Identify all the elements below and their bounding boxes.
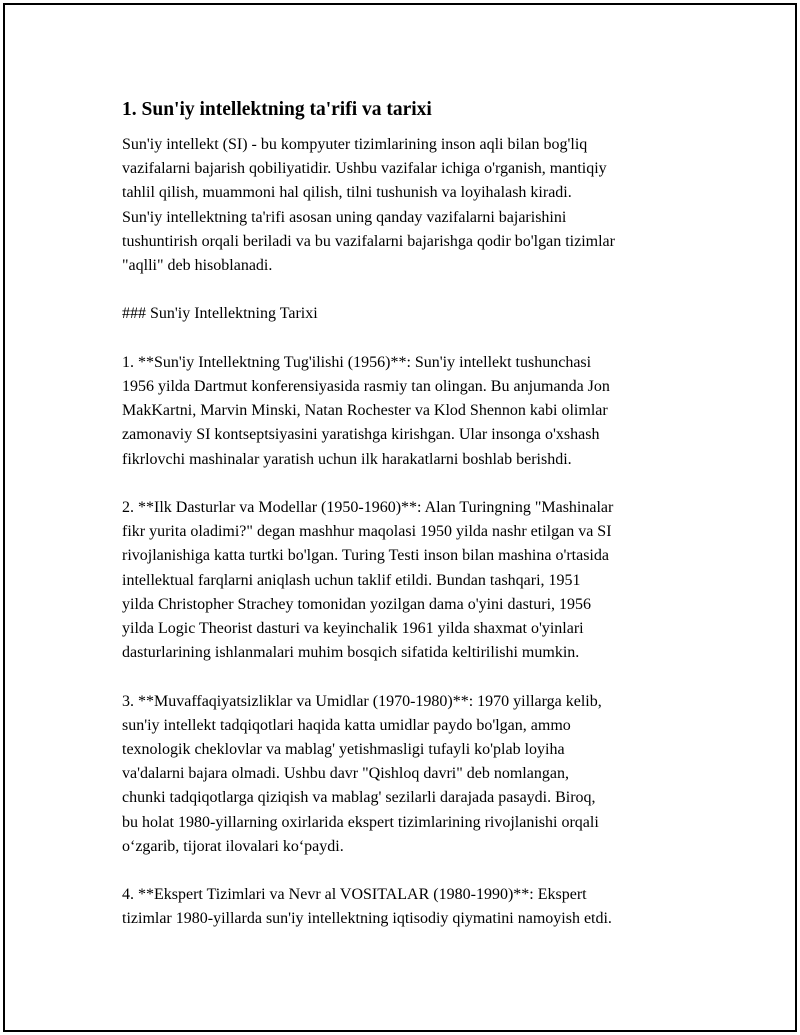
text-line: Sun'iy intellekt (SI) - bu kompyuter tizimlarining inson aqli bilan bog'liq — [122, 136, 588, 153]
text-line: MakKartni, Marvin Minski, Natan Rochester va Klod Shennon kabi olimlar — [122, 402, 608, 420]
text-line: texnologik cheklovlar va mablag' yetishmasligi tufayli ko'plab loyiha — [122, 741, 565, 759]
text-line: 2. **Ilk Dasturlar va Modellar (1950-1960)**: Alan Turingning "Mashinalar — [122, 499, 614, 516]
text-line: Sun'iy intellektning ta'rifi asosan uning qanday vazifalarni bajarishini — [122, 208, 567, 226]
paragraph — [122, 351, 702, 472]
text-line: "aqlli" deb hisoblanadi. — [122, 257, 273, 275]
paragraph — [122, 690, 702, 859]
paragraph — [122, 496, 702, 665]
text-line: 4. **Ekspert Tizimlari va Nevr al VOSITALAR (1980-1990)**: Ekspert — [122, 886, 587, 904]
page-frame — [3, 3, 797, 1032]
section-heading: 1. Sun'iy intellektning ta'rifi va tarixi — [122, 99, 432, 120]
paragraph — [122, 133, 702, 278]
text-line: tizimlar 1980-yillarda sun'iy intellektning iqtisodiy qiymatini namoyish etdi. — [122, 910, 612, 928]
text-line: yilda Logic Theorist dasturi va keyinchalik 1961 yilda shaxmat o'yinlari — [122, 620, 584, 638]
text-line: dasturlarining ishlanmalari muhim bosqich sifatida keltirilishi mumkin. — [122, 644, 580, 662]
text-line: ### Sun'iy Intellektning Tarixi — [122, 305, 318, 323]
paragraph-list — [122, 133, 702, 932]
text-line: rivojlanishiga katta turtki bo'lgan. Turing Testi inson bilan mashina o'rtasida — [122, 547, 609, 565]
text-line: zamonaviy SI kontseptsiyasini yaratishga kirishgan. Ular insonga o'xshash — [122, 426, 600, 444]
text-line: intellektual farqlarni aniqlash uchun taklif etildi. Bundan tashqari, 1951 — [122, 571, 581, 589]
text-line: 1. **Sun'iy Intellektning Tug'ilishi (1956)**: Sun'iy intellekt tushunchasi — [122, 353, 592, 371]
paragraph — [122, 302, 702, 326]
paragraph — [122, 883, 702, 931]
document-body — [122, 97, 702, 956]
text-line: sun'iy intellekt tadqiqotlari haqida katta umidlar paydo bo'lgan, ammo — [122, 716, 571, 734]
text-line: tahlil qilish, muammoni hal qilish, tilni tushunish va loyihalash kiradi. — [122, 184, 572, 202]
text-line: fikr yurita oladimi?" degan mashhur maqolasi 1950 yilda nashr etilgan va SI — [122, 523, 612, 541]
text-line: yilda Christopher Strachey tomonidan yozilgan dama o'yini dasturi, 1956 — [122, 595, 592, 613]
text-line: fikrlovchi mashinalar yaratish uchun ilk harakatlarni boshlab berishdi. — [122, 450, 572, 468]
text-line: o‘zgarib, tijorat ilovalari ko‘paydi. — [122, 837, 344, 855]
text-line: bu holat 1980-yillarning oxirlarida ekspert tizimlarining rivojlanishi orqali — [122, 813, 599, 831]
text-line: vazifalarni bajarish qobiliyatidir. Ushbu vazifalar ichiga o'rganish, mantiqiy — [122, 160, 607, 178]
text-line: 1956 yilda Dartmut konferensiyasida rasmiy tan olingan. Bu anjumanda Jon — [122, 378, 610, 395]
text-line: tushuntirish orqali beriladi va bu vazifalarni bajarishga qodir bo'lgan tizimlar — [122, 232, 615, 250]
text-line: chunki tadqiqotlarga qiziqish va mablag' sezilarli darajada pasaydi. Biroq, — [122, 789, 596, 807]
text-line: 3. **Muvaffaqiyatsizliklar va Umidlar (1970-1980)**: 1970 yillarga kelib, — [122, 692, 602, 710]
text-line: va'dalarni bajara olmadi. Ushbu davr "Qishloq davri" deb nomlangan, — [122, 765, 569, 783]
